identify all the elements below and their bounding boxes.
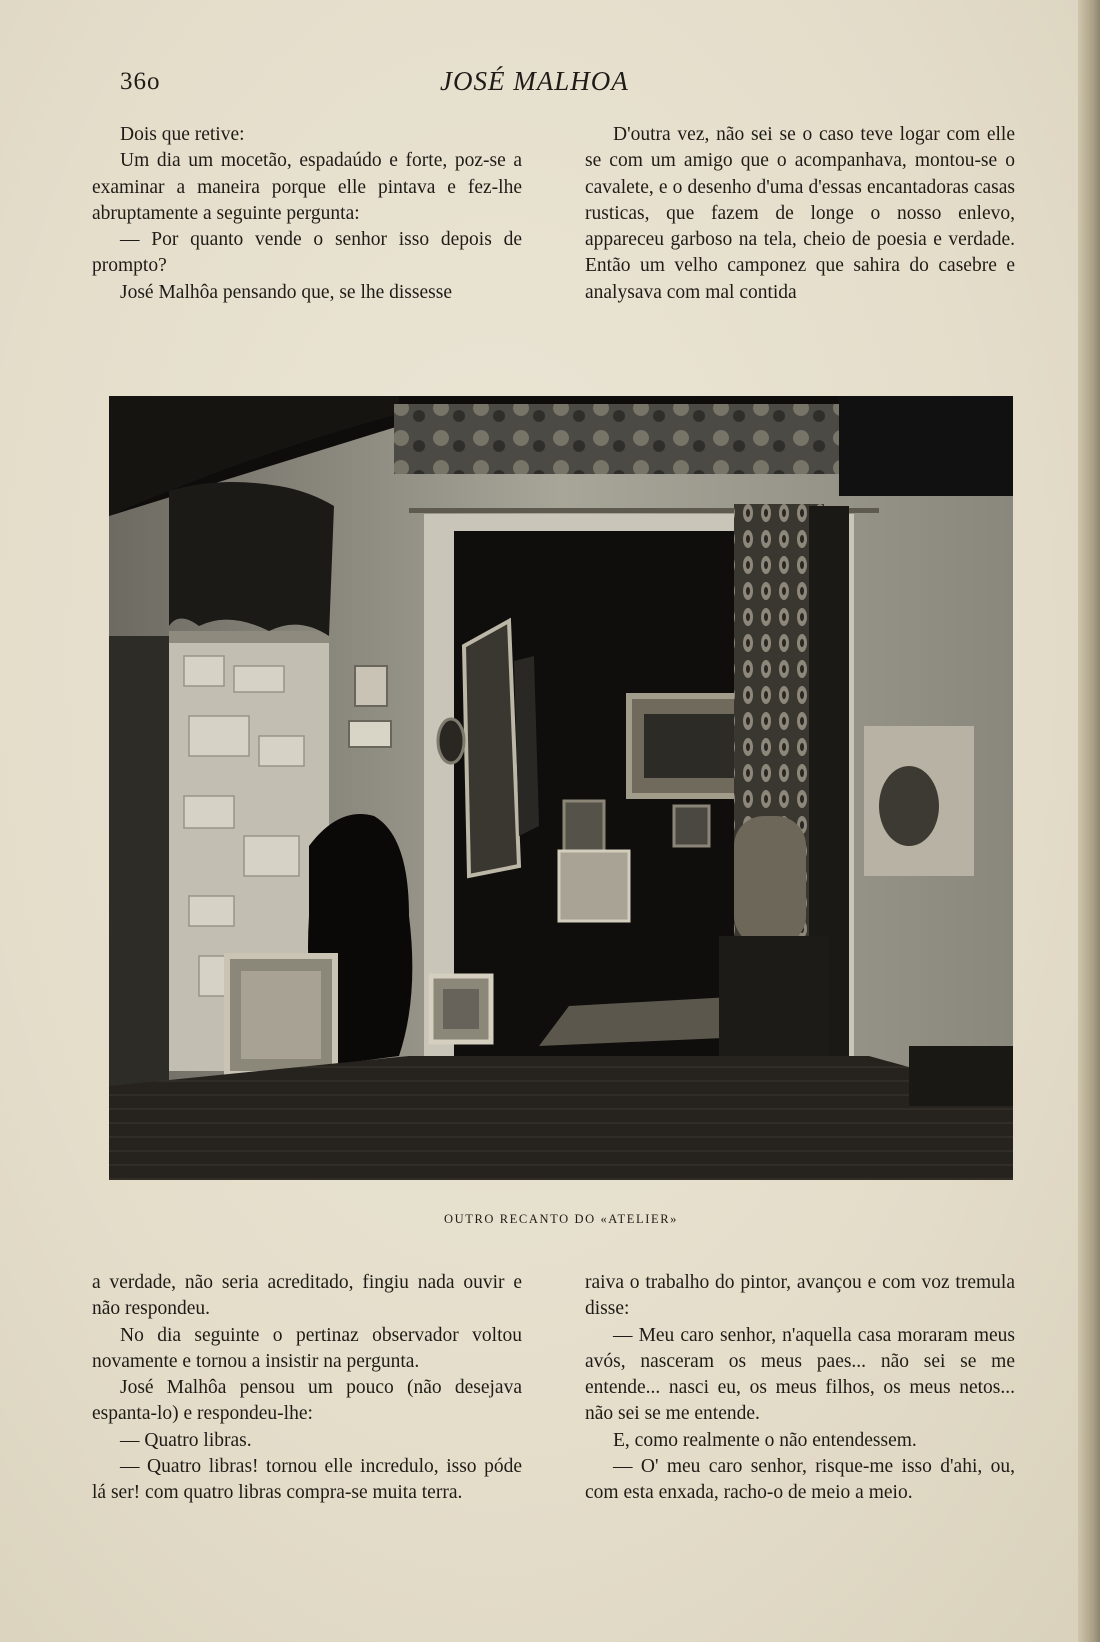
paragraph: E, como realmente o não entendessem.	[613, 1429, 917, 1451]
paragraph: raiva o trabalho do pintor, avançou e com voz tremula disse:	[585, 1272, 1015, 1320]
paragraph: — Quatro libras! tornou elle incredulo, isso póde lá ser! com quatro libras compra-se muita terra.	[92, 1456, 522, 1504]
paragraph: Um dia um mocetão, espadaúdo e forte, poz-se a examinar a maneira porque elle pintava e fez-lhe abruptamente a seguinte pergunta:	[92, 150, 522, 224]
paragraph: Dois que retive:	[120, 124, 245, 145]
page-number: 36o	[120, 68, 161, 95]
paragraph: José Malhôa pensou um pouco (não desejava espanta-lo) e respondeu-lhe:	[92, 1377, 522, 1425]
atelier-photograph	[109, 396, 1013, 1180]
atelier-photo-illustration	[109, 396, 1013, 1180]
top-left-column	[92, 122, 522, 306]
book-spine-shadow	[1078, 0, 1100, 1642]
figure-caption: OUTRO RECANTO DO «ATELIER»	[443, 1212, 679, 1226]
paragraph: — Meu caro senhor, n'aquella casa moraram meus avós, nasceram os meus paes... não sei se me entende... nasci eu, os meus filhos, os meus netos... não sei se me entende.	[585, 1324, 1015, 1425]
paragraph: No dia seguinte o pertinaz observador voltou novamente e tornou a insistir na pergunta.	[92, 1324, 522, 1372]
bottom-left-column	[92, 1270, 522, 1507]
bottom-right-column	[585, 1270, 1015, 1507]
paragraph: D'outra vez, não sei se o caso teve logar com elle se com um amigo que o acompanhava, montou-se o cavalete, e o desenho d'uma d'essas encantadoras casas rusticas, que fazem de longe o nosso enlevo, appareceu garboso na tela, cheio de poesia e verdade. Então um velho camponez que sahira do casebre e analysava com mal contida	[585, 124, 1015, 303]
paragraph: — Por quanto vende o senhor isso depois de prompto?	[92, 229, 522, 277]
running-title: JOSÉ MALHOA	[440, 66, 629, 96]
paragraph: a verdade, não seria acreditado, fingiu nada ouvir e não respondeu.	[92, 1272, 522, 1320]
paragraph: José Malhôa pensando que, se lhe dissesse	[120, 281, 452, 303]
paragraph: — O' meu caro senhor, risque-me isso d'ahi, ou, com esta enxada, racho-o de meio a meio.	[585, 1456, 1015, 1504]
paragraph: — Quatro libras.	[120, 1429, 252, 1451]
top-right-column	[585, 122, 1015, 306]
